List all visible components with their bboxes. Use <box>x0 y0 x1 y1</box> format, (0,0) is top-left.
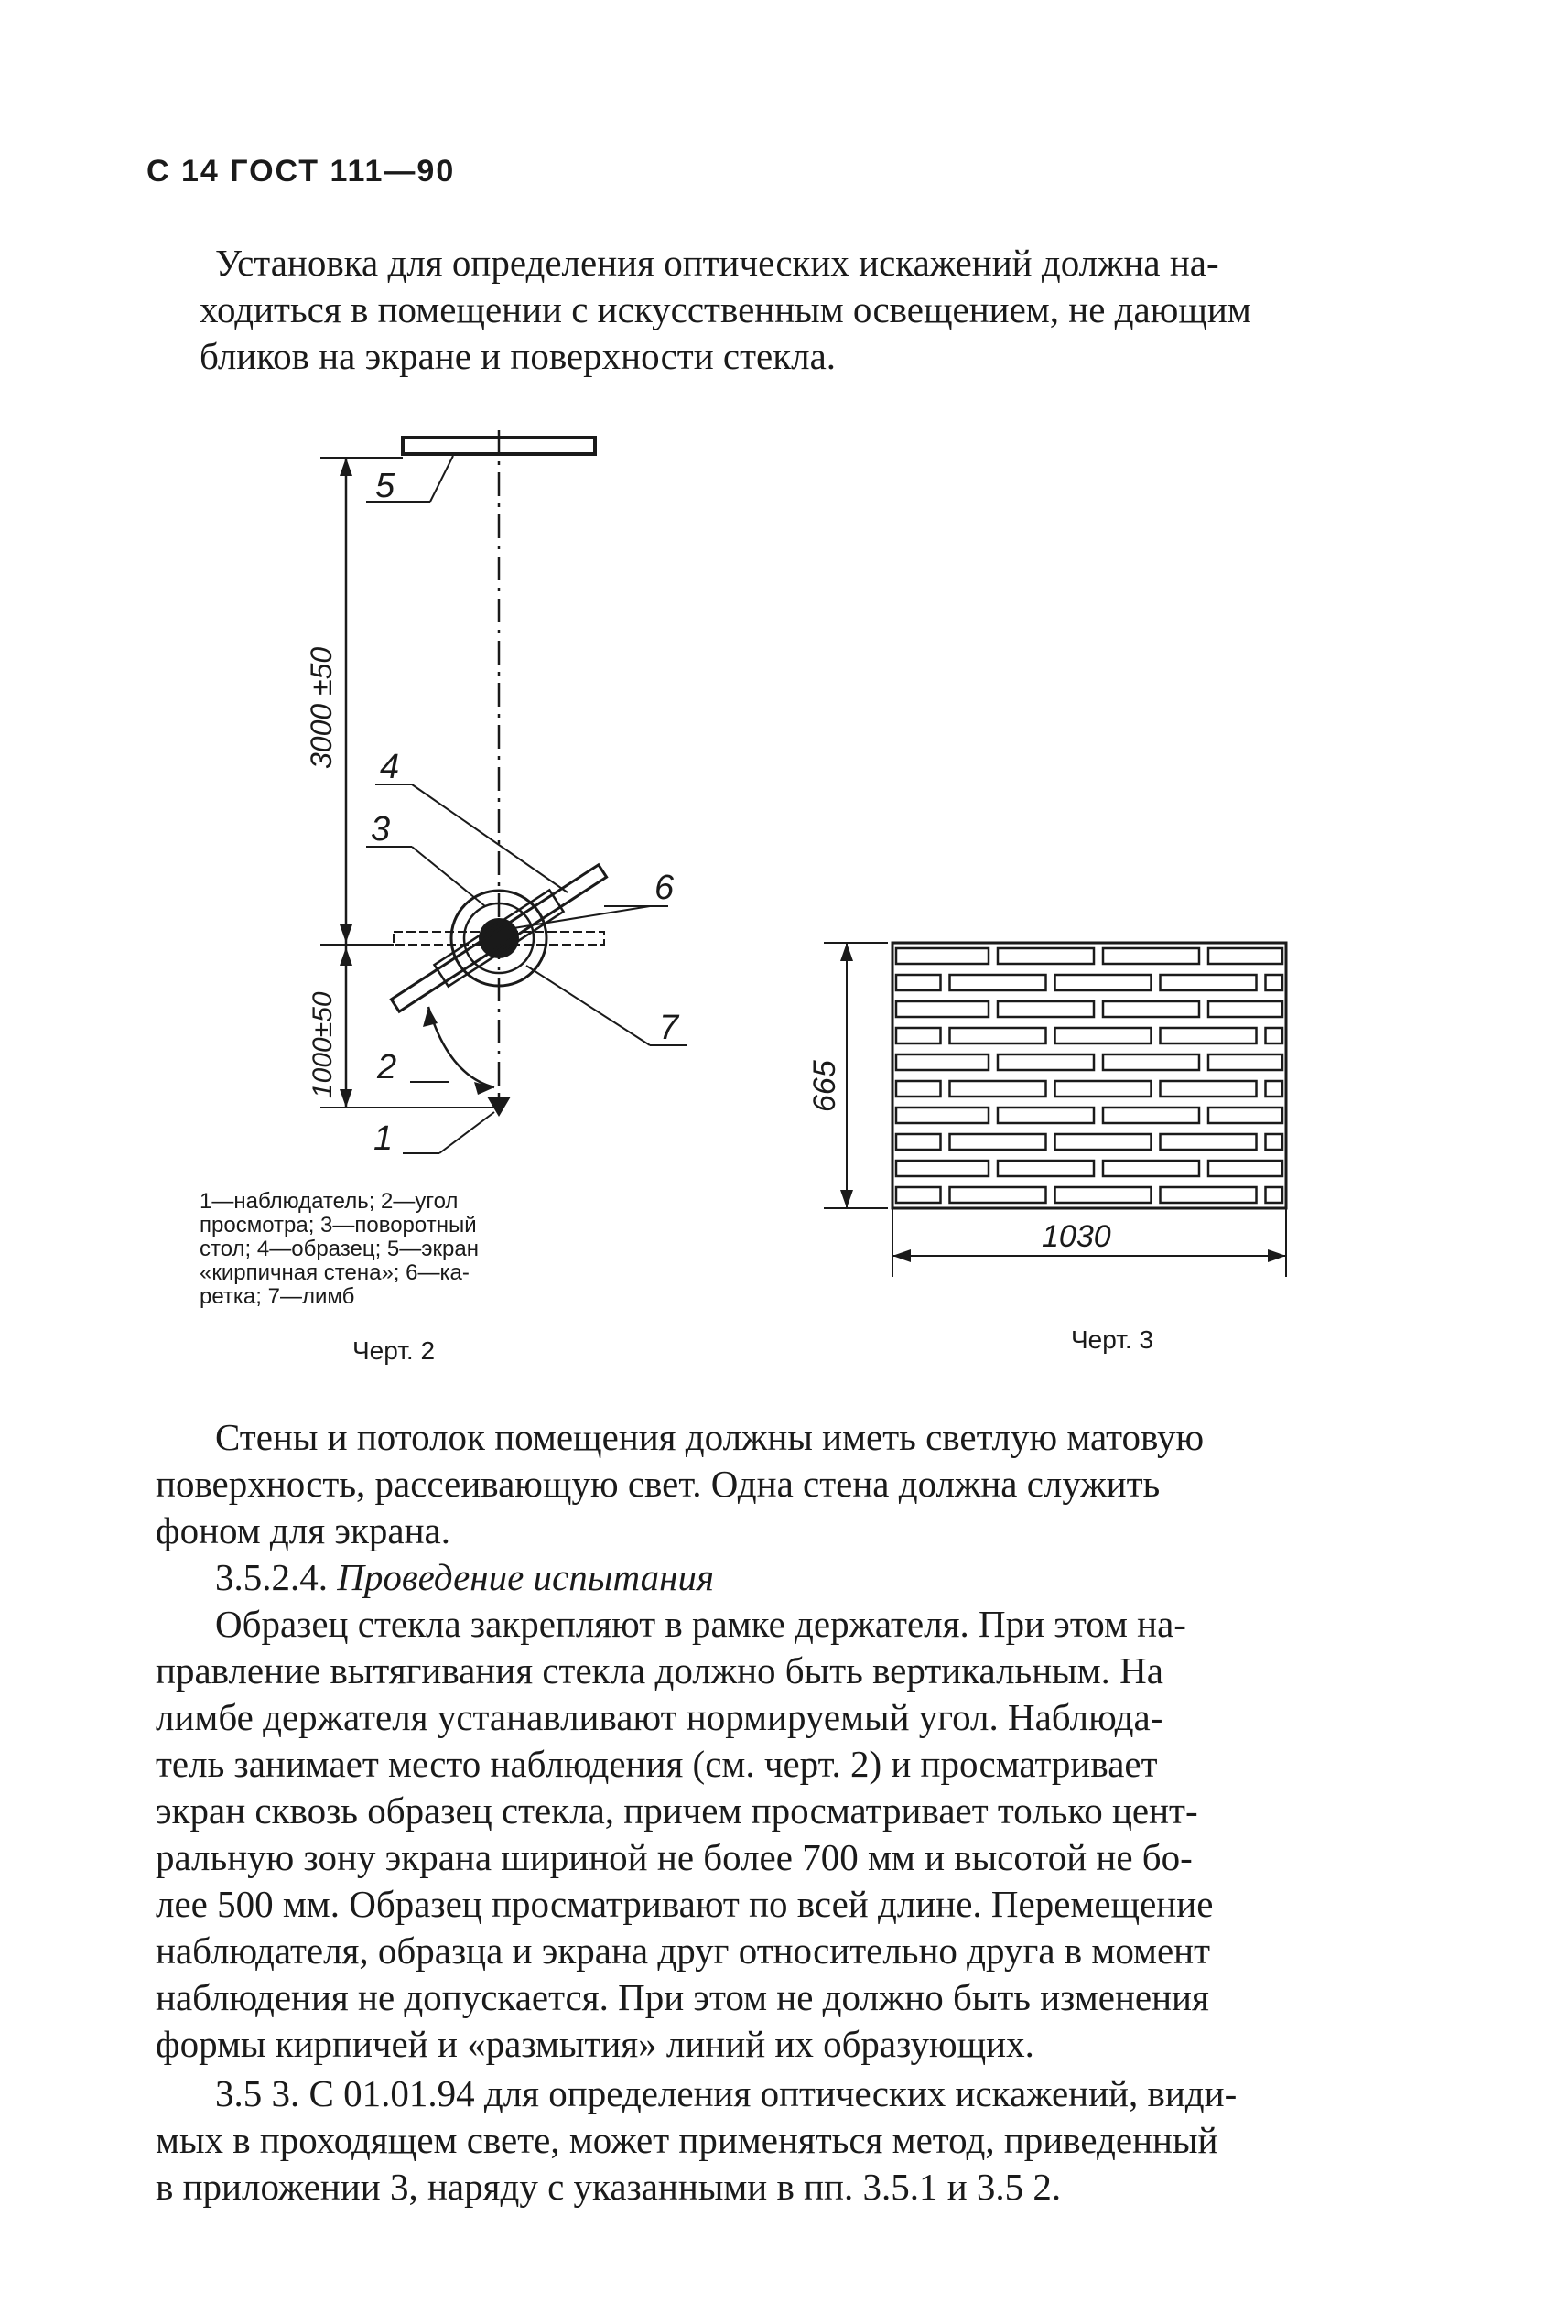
brick <box>1055 1081 1152 1097</box>
brick <box>950 975 1046 990</box>
brick <box>950 1134 1046 1150</box>
dim-height-label: 665 <box>807 1060 842 1112</box>
brick <box>1103 1001 1199 1017</box>
brick <box>896 1001 989 1017</box>
brick <box>896 1161 989 1176</box>
dim-width-label: 1030 <box>1042 1219 1111 1254</box>
brick <box>896 1028 941 1043</box>
brick <box>1266 1134 1283 1150</box>
brick <box>998 948 1094 964</box>
test-line: лимбе держателя устанавливают нормируемый угол. Наблюда- <box>156 1696 1163 1738</box>
brick <box>998 1161 1094 1176</box>
brick <box>1266 1028 1283 1043</box>
label-1: 1 <box>373 1119 394 1158</box>
brick <box>1161 1028 1257 1043</box>
brick <box>1055 975 1152 990</box>
intro-line: ходиться в помещении с искусственным освещением, не дающим <box>200 288 1251 330</box>
brick <box>998 1054 1094 1070</box>
brick <box>896 1054 989 1070</box>
section-number: 3.5.2.4. <box>215 1556 328 1598</box>
brick <box>1103 948 1199 964</box>
dim-top-label: 3000 ±50 <box>305 646 338 769</box>
figure-3-caption: Черт. 3 <box>1071 1325 1154 1354</box>
walls-line: Стены и потолок помещения должны иметь светлую матовую <box>215 1416 1205 1458</box>
page-header: С 14 ГОСТ 111—90 <box>146 154 456 189</box>
view-angle-arc <box>428 1007 494 1087</box>
walls-line: фоном для экрана. <box>156 1509 450 1551</box>
brick <box>1161 1134 1257 1150</box>
test-line: наблюдения не допускается. При этом не должно быть изменения <box>156 1976 1209 2018</box>
brick <box>1161 1187 1257 1203</box>
final-line: мых в проходящем свете, может применяться метод, приведенный <box>156 2119 1218 2161</box>
brick <box>1161 975 1257 990</box>
final-line: 3.5 3. С 01.01.94 для определения оптических искажений, види- <box>215 2072 1238 2114</box>
brick <box>1266 975 1283 990</box>
brick <box>1208 1108 1282 1123</box>
test-line: тель занимает место наблюдения (см. черт. 2) и просматривает <box>156 1743 1158 1785</box>
section-title: Проведение испытания <box>337 1556 715 1598</box>
figure-2-diagram <box>275 430 687 1162</box>
test-line: лее 500 мм. Образец просматривают по всей длине. Перемещение <box>156 1883 1214 1925</box>
brick <box>1055 1187 1152 1203</box>
brick <box>896 1134 941 1150</box>
figure-2-legend-line: ретка; 7—лимб <box>200 1284 355 1309</box>
brick <box>1208 1001 1282 1017</box>
brick <box>998 1108 1094 1123</box>
test-line: формы кирпичей и «размытия» линий их образующих. <box>156 2023 1034 2065</box>
label-5: 5 <box>375 467 395 505</box>
brick <box>896 948 989 964</box>
test-line: экран сквозь образец стекла, причем просматривает только цент- <box>156 1789 1198 1832</box>
brick <box>1055 1134 1152 1150</box>
label-3: 3 <box>371 810 391 849</box>
section-heading <box>215 1554 714 1601</box>
intro-line: бликов на экране и поверхности стекла. <box>200 335 837 377</box>
label-2: 2 <box>377 1048 397 1086</box>
brick <box>896 1108 989 1123</box>
label-7: 7 <box>659 1009 679 1047</box>
figure-2-legend-line: просмотра; 3—поворотный <box>200 1213 477 1238</box>
brick <box>1161 1081 1257 1097</box>
intro-line: Установка для определения оптических искажений должна на- <box>215 242 1219 284</box>
brick <box>1208 1054 1282 1070</box>
brick-rows <box>896 948 1282 1203</box>
figure-3-diagram <box>806 915 1300 1291</box>
brick <box>950 1187 1046 1203</box>
brick <box>1208 1161 1282 1176</box>
label-4: 4 <box>380 748 400 786</box>
brick <box>1103 1161 1199 1176</box>
figure-2-legend-line: стол; 4—образец; 5—экран <box>200 1237 479 1261</box>
brick-wall <box>892 943 1286 1208</box>
brick <box>896 1187 941 1203</box>
final-line: в приложении 3, наряду с указанными в пп. 3.5.1 и 3.5 2. <box>156 2166 1062 2208</box>
brick <box>1103 1054 1199 1070</box>
label-6: 6 <box>654 869 675 907</box>
figure-2-legend-line: 1—наблюдатель; 2—угол <box>200 1189 459 1214</box>
walls-line: поверхность, рассеивающую свет. Одна стена должна служить <box>156 1463 1161 1505</box>
brick <box>1208 948 1282 964</box>
test-line: ральную зону экрана шириной не более 700 мм и высотой не бо- <box>156 1836 1193 1878</box>
brick <box>1266 1081 1283 1097</box>
brick <box>896 1081 941 1097</box>
brick <box>998 1001 1094 1017</box>
dim-bottom-label: 1000±50 <box>308 991 338 1098</box>
test-line: правление вытягивания стекла должно быть вертикальным. На <box>156 1649 1163 1692</box>
test-line: Образец стекла закрепляют в рамке держателя. При этом на- <box>215 1603 1186 1645</box>
figure-2-legend-line: «кирпичная стена»; 6—ка- <box>200 1260 470 1285</box>
brick <box>1055 1028 1152 1043</box>
brick <box>950 1028 1046 1043</box>
brick <box>1103 1108 1199 1123</box>
brick <box>1266 1187 1283 1203</box>
brick <box>896 975 941 990</box>
test-line: наблюдателя, образца и экрана друг относительно друга в момент <box>156 1929 1211 1972</box>
figure-2-caption: Черт. 2 <box>352 1336 436 1365</box>
brick <box>950 1081 1046 1097</box>
